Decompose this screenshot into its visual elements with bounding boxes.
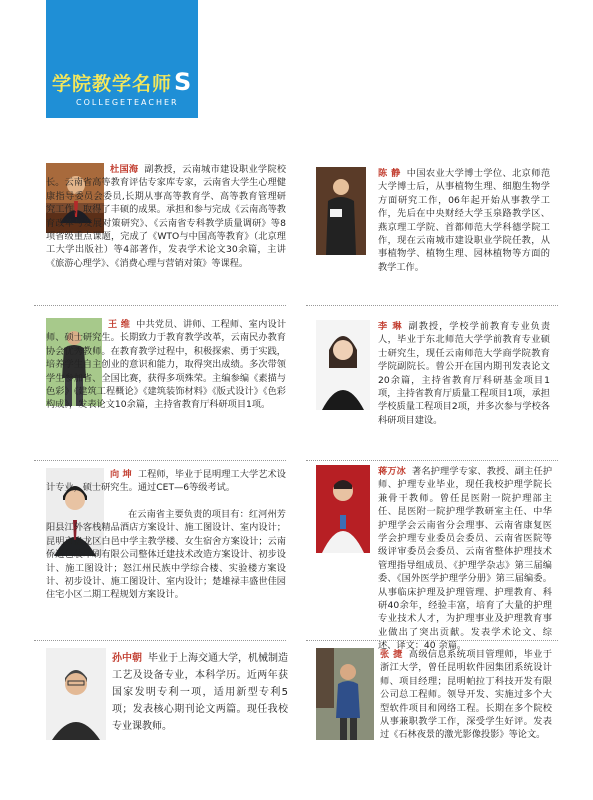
teacher-bio-text: 副教授，学校学前教育专业负责人，毕业于东北师范大学学前教育专业硕士研究生，现任云南师范大学商学院教育学院副院长。曾公开在国内期刊发表论文20余篇，主持省教育厅科研基金项目1项，主持省教育厅质量工程项目1项，承担学校质量工程项目2项，并多次参与学校各科研项目建设。 bbox=[378, 321, 551, 426]
teacher-name: 王 维 bbox=[108, 319, 131, 330]
teacher-name: 孙中朝 bbox=[112, 653, 142, 664]
header-banner bbox=[46, 0, 198, 118]
divider bbox=[34, 640, 286, 641]
teacher-name: 向 坤 bbox=[110, 469, 132, 480]
divider bbox=[34, 305, 286, 306]
divider bbox=[306, 640, 558, 641]
teacher-bio-text: 高级信息系统项目管理师，毕业于浙江大学，曾任昆明软件园集团系统设计师、项目经理；昆明帕拉丁科技开发有限公司总工程师。领导开发、实施过多个大型软件项目和网络工程。长期在多个院校从事兼职教学工作，深受学生好评。发表过《石林夜景的激光影像投影》等论文。 bbox=[380, 649, 553, 741]
teacher-photo-chen-jing bbox=[316, 167, 366, 255]
banner-subtitle: COLLEGETEACHER bbox=[76, 98, 179, 107]
teacher-bio-li-lin bbox=[378, 320, 550, 427]
teacher-name: 杜国海 bbox=[110, 164, 139, 175]
teacher-bio-du-guohai bbox=[46, 163, 286, 270]
teacher-bio-text: 副教授，云南城市建设职业学院校长。云南省高等教育评估专家库专家，云南省大学生心理健康指导委员会委员,长期从事高等教育学、高等教育管理研究工作，取得了丰硕的成果。承担和参与完成《云南高等教育改革与发展对策研究》、《云南省专科教学质量调研》等8项省级重点课题，完成了《WTO与中国高等教育》（北京理工大学出版社）等4部著作，发表学术论文30余篇，主讲《旅游心理学》、《消费心理与营销对策》等课程。 bbox=[46, 164, 287, 269]
teacher-bio-sun-zhongchao bbox=[112, 650, 288, 735]
teacher-bio-wang-wei bbox=[46, 318, 286, 412]
teacher-name: 陈 静 bbox=[378, 168, 401, 179]
banner-title bbox=[52, 70, 192, 94]
divider bbox=[306, 305, 558, 306]
banner-title-text: 学院教学名师 bbox=[52, 73, 173, 95]
teacher-photo-jiang-wanbing bbox=[316, 465, 370, 553]
teacher-bio-jiang-wanbing bbox=[378, 465, 552, 653]
teacher-bio-text: 工程师，毕业于昆明理工大学艺术设计专业，硕士研究生。通过CET—6等级考试。 bbox=[46, 469, 286, 494]
teacher-bio-xiang-kun bbox=[46, 468, 286, 495]
teacher-name: 李 琳 bbox=[378, 321, 403, 332]
teacher-bio-chen-jing bbox=[378, 167, 550, 274]
teacher-photo-zhang-jie bbox=[316, 648, 374, 740]
teacher-bio-text: 毕业于上海交通大学，机械制造工艺及设备专业，本科学历。近两年获国家发明专利一项，适用新型专利5项；发表核心期刊论文两篇。现任我校专业课教师。 bbox=[112, 653, 288, 732]
divider bbox=[306, 460, 558, 461]
divider bbox=[34, 460, 286, 461]
teacher-photo-li-lin bbox=[316, 320, 370, 410]
teacher-bio-xiang-kun-projects bbox=[46, 508, 286, 602]
teacher-bio-text: 著名护理学专家、教授、副主任护师、护理专业毕业，现任我校护理学院长兼骨干教师。曾任昆医附一院护理部主任、昆医附一院护理学教研室主任、中华护理学会云南省分会理事、云南省康复医学会护理专业委员会委员、云南省医院等级评审委员会委员、云南省整体护理技术管理指导组成员、《护理学杂志》第三届编委、《国外医学护理学分册》第三届编委。从事临床护理及护理管理、护理教育、科研40余年，经验丰富，培育了大量的护理专业技术人才，为护理事业及护理教育事业做出了突出贡献。发表学术论文、综述、译文：40 余篇。 bbox=[378, 466, 553, 652]
teacher-photo-sun-zhongchao bbox=[46, 648, 106, 740]
teacher-name: 蒋万冰 bbox=[378, 466, 407, 477]
teacher-bio-text: 在云南省主要负责的项目有：红河州芳阳县江外客栈精品酒店方案设计、施工图设计、室内设计；昆明市盘龙区白邑中学主教学楼、女生宿舍方案设计；云南侨通包装印刷有限公司整体迁建技术改造方案设计、初步设计、施工图设计；怒江州民族中学综合楼、实验楼方案设计、初步设计、施工图设计、室内设计；楚雄禄丰盛世佳园住宅小区二期工程规划方案设计。 bbox=[46, 509, 286, 601]
teacher-bio-text: 中共党员、讲师、工程师、室内设计师、硕士研究生。长期致力于教育教学改革，云南民办教育协会优秀教师。在教育教学过程中，积极探索、勇于实践，培养学生自主创业的意识和能力，取得突出成绩。多次带领学生参加省、全国比赛，获得多项殊荣。主编参编《素描与色彩》《建筑工程概论》《建筑装饰材料》《版式设计》《色彩构成》，发表论文10余篇，主持省教育厅科研项目1项。 bbox=[46, 319, 287, 411]
banner-title-s: S bbox=[174, 68, 193, 96]
teacher-name: 张 捷 bbox=[380, 649, 403, 660]
teacher-bio-text: 中国农业大学博士学位、北京师范大学博士后，从事植物生理、细胞生物学方面研究工作，06年起开始从事教学工作，先后在中央财经大学玉泉路教学区、燕京理工学院、首都师范大学科德学院工作，现在云南城市建设职业学院任教，从事植物学、植物生理、园林植物等方面的教学工作。 bbox=[378, 168, 551, 273]
teacher-bio-zhang-jie bbox=[380, 648, 552, 742]
